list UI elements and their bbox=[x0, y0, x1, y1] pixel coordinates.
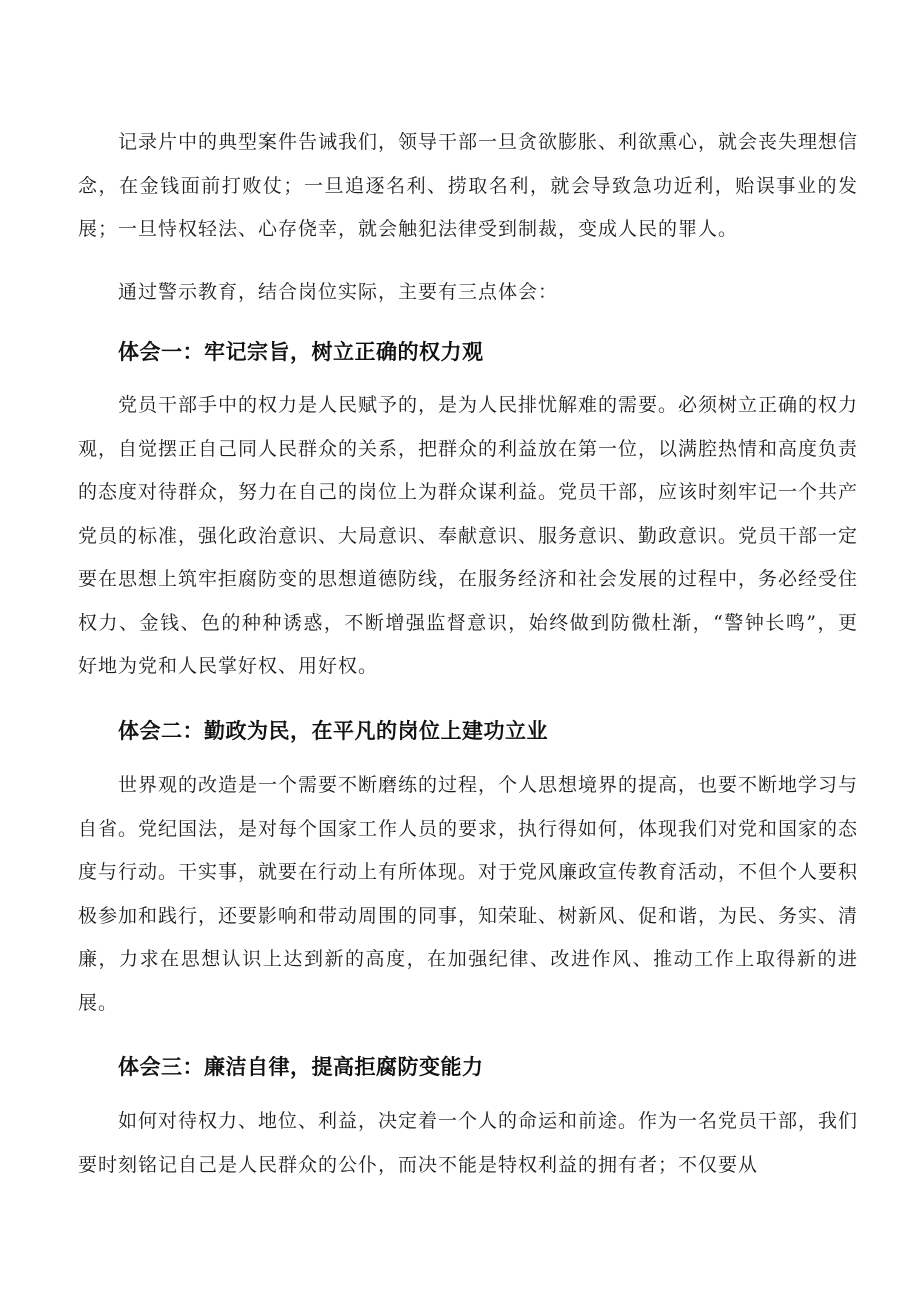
section-heading-2: 体会二：勤政为民，在平凡的岗位上建功立业 bbox=[118, 719, 548, 743]
section-heading-1: 体会一：牢记宗旨，树立正确的权力观 bbox=[118, 340, 484, 364]
summary-paragraph: 通过警示教育，结合岗位实际，主要有三点体会： bbox=[118, 281, 559, 303]
section-body-3: 如何对待权力、地位、利益，决定着一个人的命运和前途。作为一名党员干部，我们要时刻铭记自己是人民群众的公仆，而决不能是特权利益的拥有者；不仅要从 bbox=[78, 1110, 859, 1176]
section-heading-3: 体会三：廉洁自律，提高拒腐防变能力 bbox=[118, 1055, 484, 1079]
section-body-2: 世界观的改造是一个需要不断磨练的过程，个人思想境界的提高，也要不断地学习与自省。党纪国法，是对每个国家工作人员的要求，执行得如何，体现我们对党和国家的态度与行动。干实事，就要在行动上有所体现。对于党风廉政宣传教育活动，不但个人要积极参加和践行，还要影响和带动周围的同事，知荣耻、树新风、促和谐，为民、务实、清廉，力求在思想认识上达到新的高度，在加强纪律、改进作风、推动工作上取得新的进展。 bbox=[78, 774, 859, 1014]
intro-paragraph: 记录片中的典型案件告诫我们，领导干部一旦贪欲膨胀、利欲熏心，就会丧失理想信念，在金钱面前打败仗；一旦追逐名利、捞取名利，就会导致急功近利，贻误事业的发展；一旦恃权轻法、心存侥幸，就会触犯法律受到制裁，变成人民的罪人。 bbox=[78, 131, 859, 240]
section-body-1: 党员干部手中的权力是人民赋予的，是为人民排忧解难的需要。必须树立正确的权力观，自觉摆正自己同人民群众的关系，把群众的利益放在第一位，以满腔热情和高度负责的态度对待群众，努力在自己的岗位上为群众谋利益。党员干部，应该时刻牢记一个共产党员的标准，强化政治意识、大局意识、奉献意识、服务意识、勤政意识。党员干部一定要在思想上筑牢拒腐防变的思想道德防线，在服务经济和社会发展的过程中，务必经受住权力、金钱、色的种种诱惑，不断增强监督意识，始终做到防微杜渐，“警钟长鸣”，更好地为党和人民掌好权、用好权。 bbox=[78, 394, 859, 677]
